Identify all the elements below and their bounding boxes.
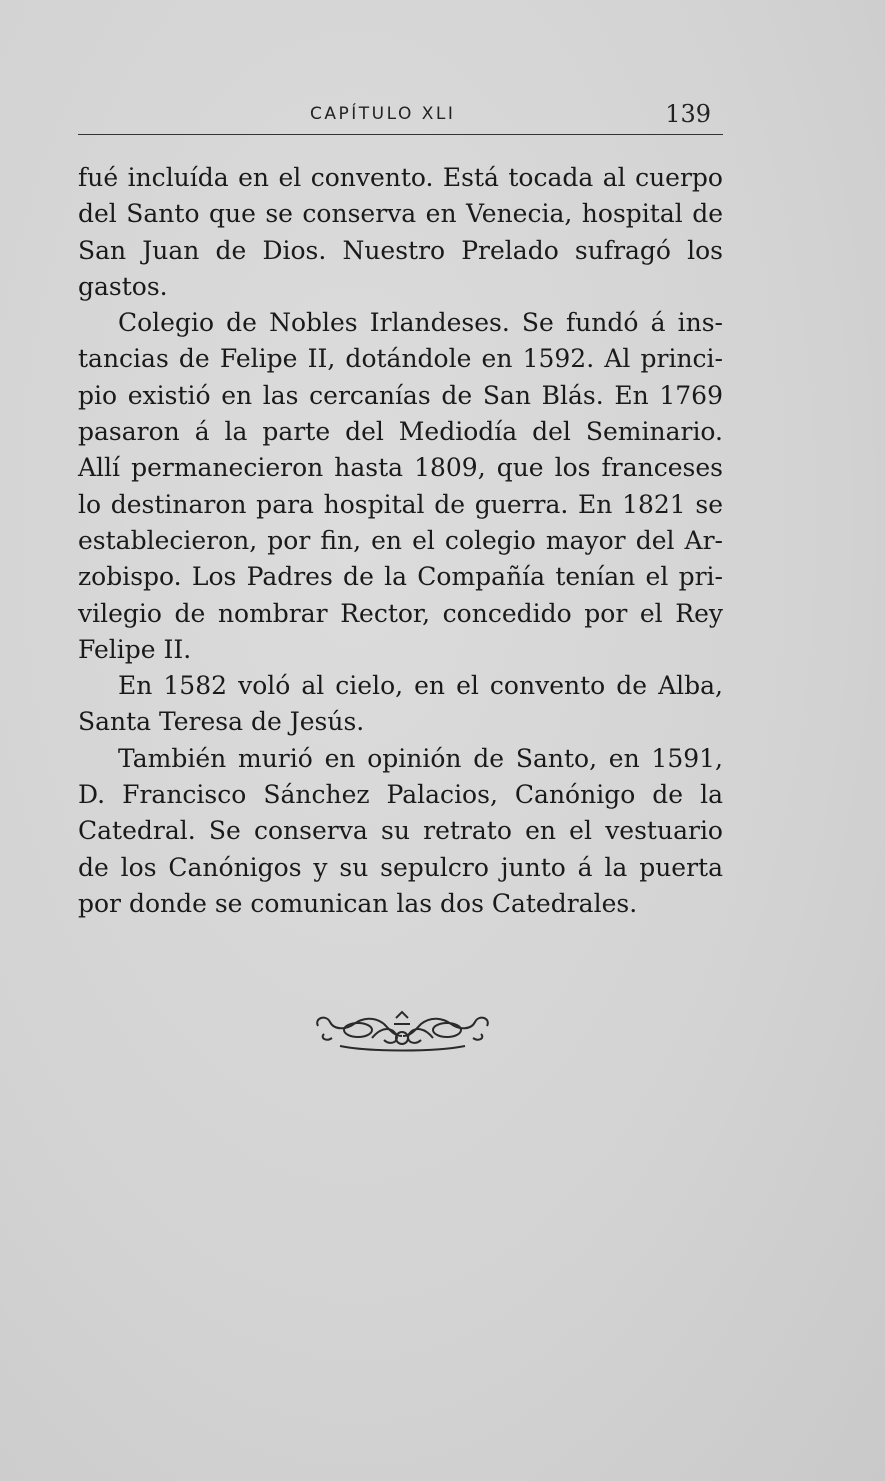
text-line: vilegio de nombrar Rector, concedido por el Rey [78, 598, 723, 628]
text-line: Santa Teresa de Jesús. [78, 707, 365, 737]
text-line: San Juan de Dios. Nuestro Prelado sufragó los [78, 235, 723, 265]
text-line: pasaron á la parte del Mediodía del Seminario. [78, 417, 723, 447]
text-line: Catedral. Se conserva su retrato en el vestuario [78, 816, 723, 846]
text-line: También murió en opinión de Santo, en 1591, [118, 743, 723, 773]
text-line: Colegio de Nobles Irlandeses. Se fundó á ins- [118, 308, 723, 338]
text-line: tancias de Felipe II, dotándole en 1592. Al princi- [78, 344, 723, 374]
body-text [78, 160, 723, 922]
text-line: En 1582 voló al cielo, en el convento de Alba, [118, 671, 723, 701]
text-line: zobispo. Los Padres de la Compañía tenían el pri- [78, 562, 723, 592]
paragraph-3 [78, 668, 723, 741]
text-line: del Santo que se conserva en Venecia, hospital de [78, 199, 723, 229]
chapter-title: CAPÍTULO XLI [310, 104, 456, 124]
floral-ornament-icon [310, 1008, 495, 1056]
text-line: fué incluída en el convento. Está tocada al cuerpo [78, 163, 723, 192]
text-line: D. Francisco Sánchez Palacios, Canónigo de la [78, 780, 723, 810]
text-line: gastos. [78, 271, 168, 301]
paragraph-4 [78, 741, 723, 922]
page-number: 139 [665, 100, 711, 128]
paragraph-1 [78, 160, 723, 305]
text-line: pio existió en las cercanías de San Blás. En 1769 [78, 380, 723, 410]
text-line: Allí permanecieron hasta 1809, que los franceses [78, 453, 723, 483]
header-rule [78, 134, 723, 135]
paragraph-2 [78, 305, 723, 668]
text-line: Felipe II. [78, 634, 192, 664]
text-line: lo destinaron para hospital de guerra. En 1821 se [78, 489, 723, 519]
running-header [78, 100, 723, 130]
text-line: por donde se comunican las dos Catedrales. [78, 888, 638, 918]
text-line: establecieron, por fin, en el colegio mayor del Ar- [78, 525, 723, 555]
text-line: de los Canónigos y su sepulcro junto á la puerta [78, 852, 723, 882]
